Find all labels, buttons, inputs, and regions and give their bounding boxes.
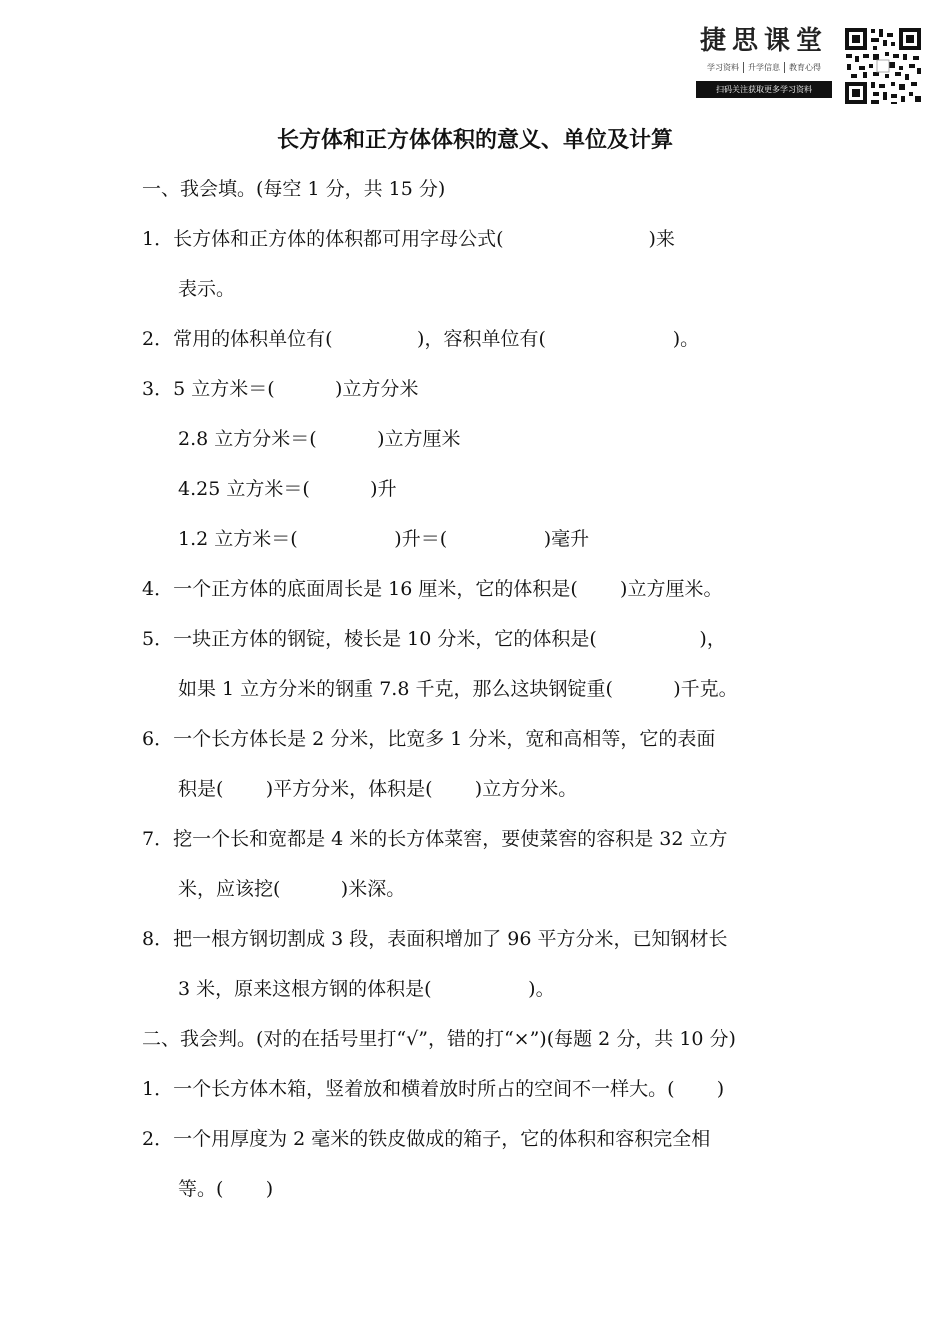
question-line: 2．常用的体积单位有( )，容积单位有( )。 xyxy=(142,328,700,350)
question-line: 表示。 xyxy=(178,278,236,300)
brand-tag: 教育心得 xyxy=(784,62,825,73)
question-line: 7．挖一个长和宽都是 4 米的长方体菜窖，要使菜窖的容积是 32 立方 xyxy=(142,828,728,850)
question-line: 积是( )平方分米，体积是( )立方分米。 xyxy=(178,778,578,800)
question-line: 如果 1 立方分米的钢重 7.8 千克，那么这块钢锭重( )千克。 xyxy=(178,678,738,700)
question-line: 1.2 立方米＝( )升＝( )毫升 xyxy=(178,528,590,550)
section-heading: 一、我会填。(每空 1 分，共 15 分) xyxy=(142,178,446,200)
qr-code-icon[interactable] xyxy=(843,26,923,106)
question-line: 米，应该挖( )米深。 xyxy=(178,878,406,900)
question-line: 6．一个长方体长是 2 分米，比宽多 1 分米，宽和高相等，它的表面 xyxy=(142,728,716,750)
question-line: 4．一个正方体的底面周长是 16 厘米，它的体积是( )立方厘米。 xyxy=(142,578,723,600)
brand-tag: 学习资料 xyxy=(707,63,739,72)
question-line: 3 米，原来这根方钢的体积是( )。 xyxy=(178,978,555,1000)
section-heading: 二、我会判。(对的在括号里打“√”，错的打“×”)(每题 2 分，共 10 分) xyxy=(142,1028,736,1050)
brand-tag: 升学信息 xyxy=(743,62,784,73)
question-line: 4.25 立方米＝( )升 xyxy=(178,478,397,500)
page-title: 长方体和正方体体积的意义、单位及计算 xyxy=(276,128,673,153)
question-line: 5．一块正方体的钢锭，棱长是 10 分米，它的体积是( )， xyxy=(142,628,726,650)
question-line: 1．长方体和正方体的体积都可用字母公式( )来 xyxy=(142,228,675,250)
question-line: 3．5 立方米＝( )立方分米 xyxy=(142,378,419,400)
question-line: 等。( ) xyxy=(178,1178,274,1200)
brand-strip: 扫码关注获取更多学习资料 xyxy=(696,81,832,98)
brand-name: 捷思课堂 xyxy=(699,26,828,56)
question-line: 2．一个用厚度为 2 毫米的铁皮做成的箱子，它的体积和容积完全相 xyxy=(142,1128,711,1150)
brand-logo xyxy=(696,24,832,98)
question-line: 1．一个长方体木箱，竖着放和横着放时所占的空间不一样大。( ) xyxy=(142,1078,725,1100)
brand-tags xyxy=(696,62,832,73)
question-line: 8．把一根方钢切割成 3 段，表面积增加了 96 平方分米，已知钢材长 xyxy=(142,928,728,950)
question-line: 2.8 立方分米＝( )立方厘米 xyxy=(178,428,461,450)
